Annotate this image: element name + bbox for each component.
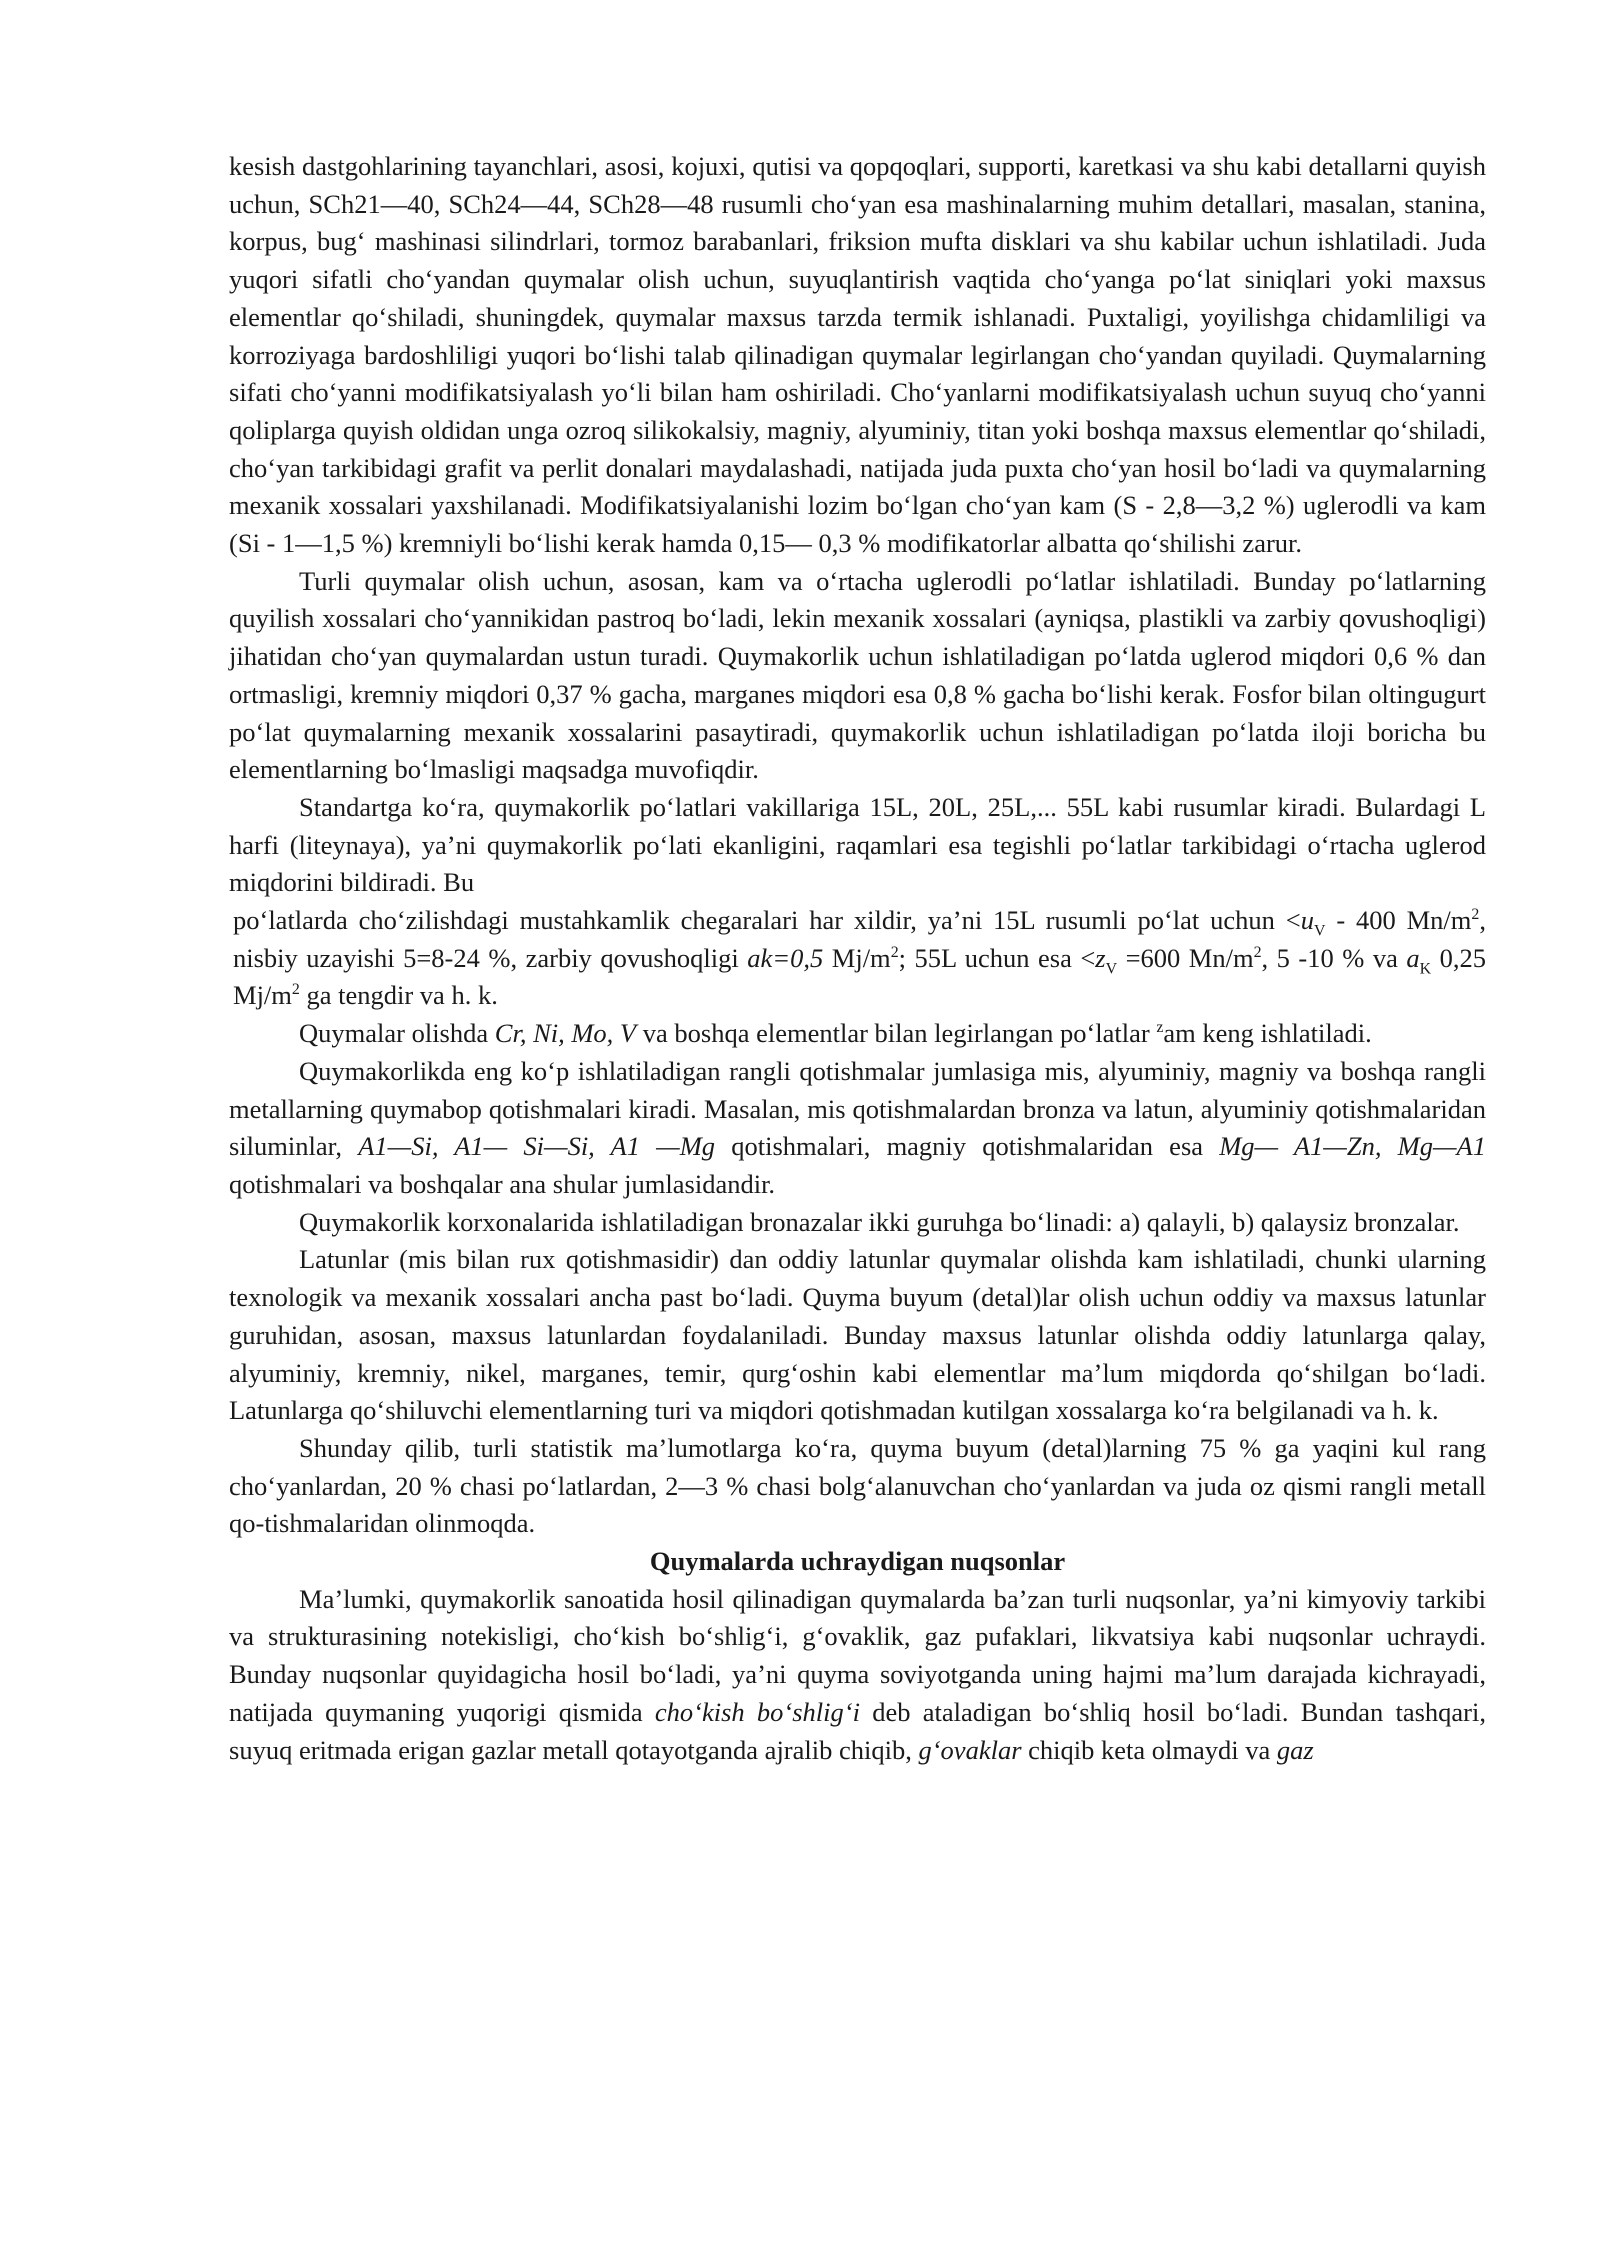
paragraph-alloyed-steels: Quymalar olishda Cr, Ni, Mo, V va boshqa elementlar bilan legirlangan po‘latlar $^z$am keng ishlatiladi.: [299, 1018, 1372, 1049]
paragraph-cast-steel: Turli quymalar olish uchun, asosan, kam va o‘rtacha uglerodli po‘latlar ishlatiladi. Bunday po‘latlarning quyilish xossalari cho‘yannikidan pastroq bo‘ladi, lekin mexanik xossalari (ayniqsa, plastikli va zarbiy qovushoqligi) jihatidan cho‘yan quymalardan ustun turadi. Quymakorlik uchun ishlatiladigan po‘latda uglerod miqdori 0,6 % dan ortmasligi, kremniy miqdori 0,37 % gacha, marganes miqdori esa 0,8 % gacha bo‘lishi kerak. Fosfor bilan oltingugurt po‘lat quymalarning mexanik xossalarini pasaytiradi, quymakorlik uchun ishlatiladigan po‘latda iloji boricha bu elementlarning bo‘lmasligi maqsadga muvofiqdir.: [229, 565, 1486, 785]
paragraph-cast-iron: kesish dastgohlarining tayanchlari, asosi, kojuxi, qutisi va qopqoqlari, supporti, karetkasi va shu kabi detallarni quyish uchun, SCh21—40, SCh24—44, SCh28—48 rusumli cho‘yan esa mashinalarning muhim detallari, masalan, stanina, korpus, bug‘ mashinasi silindrlari, tormoz barabanlari, friksion mufta disklari va shu kabilar uchun ishlatiladi. Juda yuqori sifatli cho‘yandan quymalar olish uchun, suyuqlantirish vaqtida cho‘yanga po‘lat siniqlari yoki maxsus elementlar qo‘shiladi, shuningdek, quymalar maxsus tarzda termik ishlanadi. Puxtaligi, yoyilishga chidamliligi va korroziyaga bardoshliligi yuqori bo‘lishi talab qilinadigan quymalar legirlangan cho‘yandan quyiladi. Quymalarning sifati cho‘yanni modifikatsiyalash yo‘li bilan ham oshiriladi. Cho‘yanlarni modifikatsiyalash uchun suyuq cho‘yanni qoliplarga quyish oldidan unga ozroq silikokalsiy, magniy, alyuminiy, titan yoki boshqa maxsus elementlar qo‘shiladi, cho‘yan tarkibidagi grafit va perlit donalari maydalashadi, natijada juda puxta cho‘yan hosil bo‘ladi va quymalarning mexanik xossalari yaxshilanadi. Modifikatsiyalanishi lozim bo‘lgan cho‘yan kam (S - 2,8—3,2 %) uglerodli va kam (Si - 1—1,5 %) kremniyli bo‘lishi kerak hamda 0,15— 0,3 % modifikatorlar albatta qo‘shilishi zarur.: [229, 151, 1486, 559]
paragraph-nonferrous-alloys: Quymakorlikda eng ko‘p ishlatiladigan rangli qotishmalar jumlasiga mis, alyuminiy, magniy va boshqa rangli metallarning quymabop qotishmalari kiradi. Masalan, mis qotishmalardan bronza va latun, alyuminiy qotishmalaridan siluminlar, A1—Si, A1— Si—Si, A1 —Mg qotishmalari, magniy qotishmalaridan esa Mg— A1—Zn, Mg—A1 qotishmalari va boshqalar ana shular jumlasidandir.: [229, 1055, 1486, 1199]
section-heading: Quymalarda uchraydigan nuqsonlar: [649, 1546, 1066, 1577]
paragraph-strength-limits: po‘latlarda cho‘zilishdagi mustahkamlik chegaralari har xildir, ya’ni 15L rusumli po‘lat uchun $<u_V - 400$ $Mn/m^2$, nisbiy uzayishi 5=8-24 %, zarbiy qovushoqligi ak=0,5 $Mj/m^2$; 55L uchun esa $<z_V =600$ $Mn/m^2$, 5 -10 % va $a_K$ 0,25 $Mj/m^2$ ga tengdir va h. k.: [233, 905, 1486, 1011]
paragraph-brasses: Latunlar (mis bilan rux qotishmasidir) dan oddiy latunlar quymalar olishda kam ishlatiladi, chunki ularning texnologik va mexanik xossalari ancha past bo‘ladi. Quyma buyum (detal)lar olish uchun oddiy va maxsus latunlar guruhidan, asosan, maxsus latunlardan foydalaniladi. Bunday maxsus latunlar olishda oddiy latunlarga qalay, alyuminiy, kremniy, nikel, marganes, temir, qurg‘oshin kabi elementlar ma’lum miqdorda qo‘shilgan bo‘ladi. Latunlarga qo‘shiluvchi elementlarning turi va miqdori qotishmadan kutilgan xossalarga ko‘ra belgilanadi va h. k.: [229, 1244, 1486, 1426]
paragraph-casting-defects: Ma’lumki, quymakorlik sanoatida hosil qilinadigan quymalarda ba’zan turli nuqsonlar, ya’ni kimyoviy tarkibi va strukturasining notekisligi, cho‘kish bo‘shlig‘i, g‘ovaklik, gaz pufaklari, likvatsiya kabi nuqsonlar uchraydi. Bunday nuqsonlar quyidagicha hosil bo‘ladi, ya’ni quyma soviyotganda uning hajmi ma’lum darajada kichrayadi, natijada quymaning yuqorigi qismida cho‘kish bo‘shlig‘i deb ataladigan bo‘shliq hosil bo‘ladi. Bundan tashqari, suyuq eritmada erigan gazlar metall qotayotganda ajralib chiqib, g‘ovaklar chiqib keta olmaydi va gaz: [229, 1583, 1486, 1765]
document-page: [229, 148, 1486, 1769]
paragraph-statistics: Shunday qilib, turli statistik ma’lumotlarga ko‘ra, quyma buyum (detal)larning 75 % ga yaqini kul rang cho‘yanlardan, 20 % chasi po‘latlardan, 2—3 % chasi bolg‘alanuvchan cho‘yanlardan va juda oz qismi rangli metall qo-tishmalaridan olinmoqda.: [229, 1432, 1486, 1539]
paragraph-bronzes: Quymakorlik korxonalarida ishlatiladigan bronazalar ikki guruhga bo‘linadi: a) qalayli, b) qalaysiz bronzalar.: [299, 1206, 1460, 1237]
paragraph-steel-grades: Standartga ko‘ra, quymakorlik po‘latlari vakillariga 15L, 20L, 25L,... 55L kabi rusumlar kiradi. Bulardagi L harfi (liteynaya), ya’ni quymakorlik po‘lati ekanligini, raqamlari esa tegishli po‘latlar tarkibidagi o‘rtacha uglerod miqdorini bildiradi. Bu: [229, 791, 1486, 898]
